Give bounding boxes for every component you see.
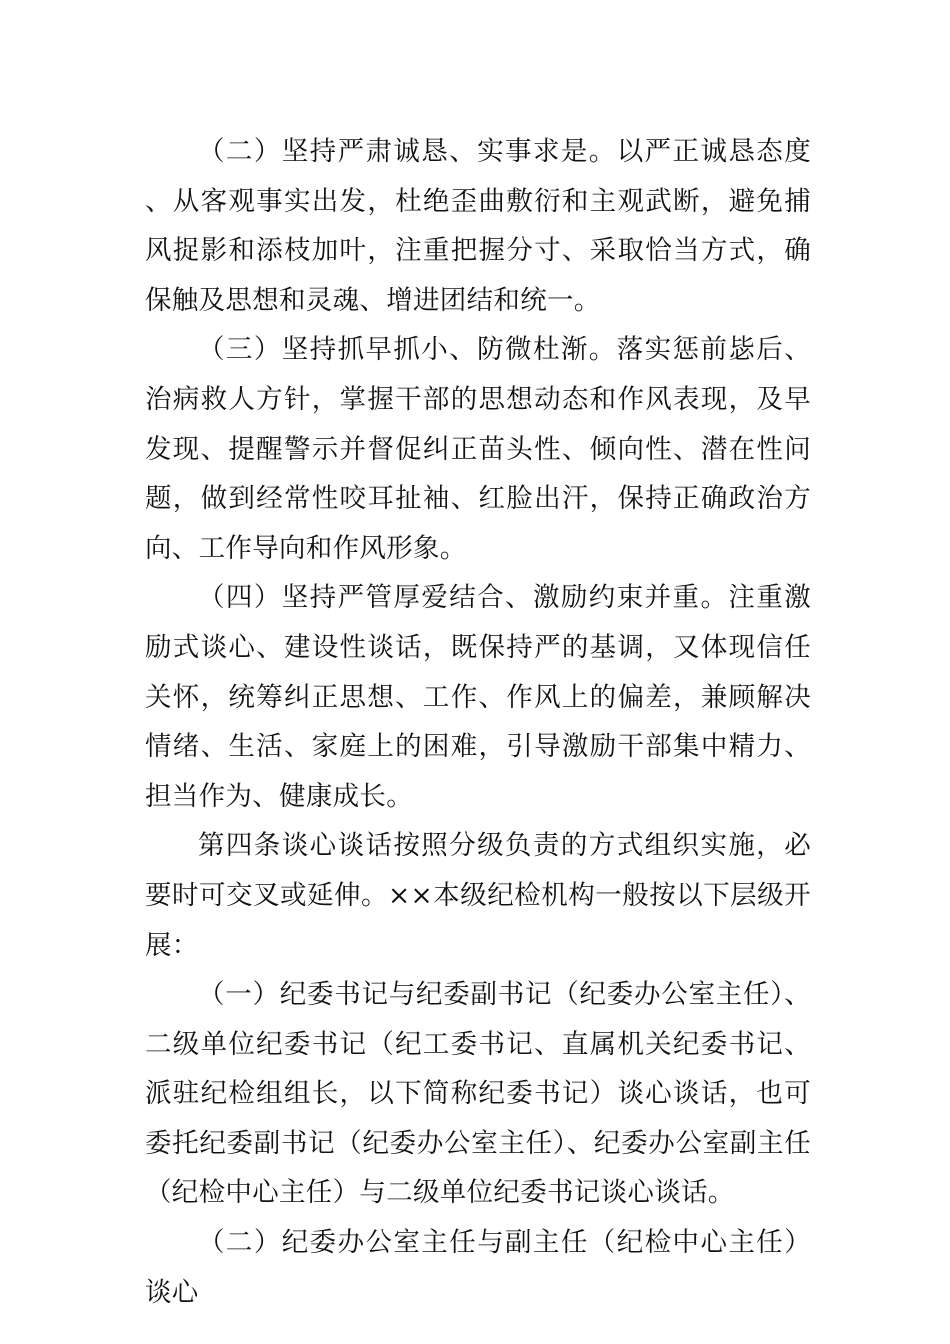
paragraph-level-2: （二）纪委办公室主任与副主任（纪检中心主任）谈心 — [145, 1227, 811, 1308]
document-body — [145, 127, 811, 1317]
paragraph-level-1: （一）纪委书记与纪委副书记（纪委办公室主任）、二级单位纪委书记（纪工委书记、直属机关纪委书记、派驻纪检组组长，以下简称纪委书记）谈心谈话，也可委托纪委副书记（纪委办公室主任）、纪委办公室副主任（纪检中心主任）与二级单位纪委书记谈心谈话。 — [145, 979, 811, 1209]
paragraph-principle-4: （四）坚持严管厚爱结合、激励约束并重。注重激励式谈心、建设性谈话，既保持严的基调，又体现信任关怀，统筹纠正思想、工作、作风上的偏差，兼顾解决情绪、生活、家庭上的困难，引导激励干部集中精力、担当作为、健康成长。 — [145, 582, 811, 812]
paragraph-article-4: 第四条谈心谈话按照分级负责的方式组织实施，必要时可交叉或延伸。××本级纪检机构一般按以下层级开展： — [145, 830, 811, 961]
paragraph-principle-3: （三）坚持抓早抓小、防微杜渐。落实惩前毖后、治病救人方针，掌握干部的思想动态和作风表现，及早发现、提醒警示并督促纠正苗头性、倾向性、潜在性问题，做到经常性咬耳扯袖、红脸出汗，保持正确政治方向、工作导向和作风形象。 — [145, 334, 811, 564]
paragraph-principle-2: （二）坚持严肃诚恳、实事求是。以严正诚恳态度、从客观事实出发，杜绝歪曲敷衍和主观武断，避免捕风捉影和添枝加叶，注重把握分寸、采取恰当方式，确保触及思想和灵魂、增进团结和统一。 — [145, 136, 811, 316]
